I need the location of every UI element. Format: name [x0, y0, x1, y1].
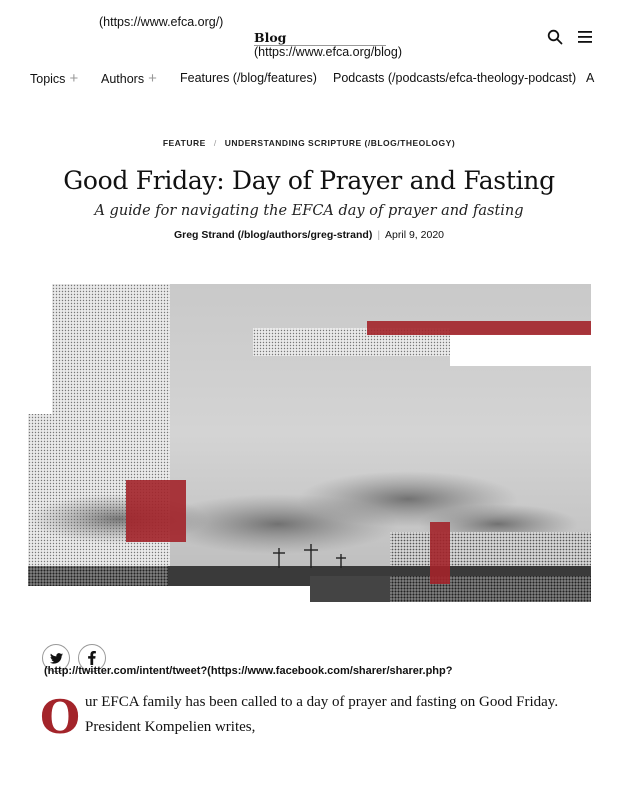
share-links-overlap-text: (http://twitter.com/intent/tweet?(https://www.facebook.com/sharer/sharer.php?: [44, 665, 453, 677]
blog-title-link[interactable]: Blog: [254, 30, 386, 46]
plus-icon: +: [69, 70, 79, 87]
nav-topics[interactable]: [30, 70, 78, 87]
plus-icon: +: [148, 70, 157, 87]
nav-podcasts[interactable]: Podcasts (/podcasts/efca-theology-podcast): [333, 71, 577, 85]
search-icon[interactable]: [547, 29, 563, 45]
nav-authors[interactable]: [101, 70, 157, 87]
intro-paragraph-line-2: President Kompelien writes,: [85, 719, 256, 735]
nav-features[interactable]: Features (/blog/features): [180, 71, 317, 85]
blog-url-link[interactable]: (https://www.efca.org/blog): [254, 45, 402, 59]
article-byline: [0, 229, 618, 241]
facebook-icon: [88, 651, 96, 665]
nav-topics-label: Topics: [30, 72, 66, 86]
twitter-icon: [50, 653, 63, 664]
byline-separator: |: [377, 229, 381, 241]
home-link[interactable]: (https://www.efca.org/): [99, 15, 224, 29]
category-label[interactable]: FEATURE: [162, 138, 206, 148]
nav-more-partial[interactable]: A: [586, 71, 595, 85]
nav-authors-label: Authors: [101, 72, 145, 86]
author-link[interactable]: Greg Strand (/blog/authors/greg-strand): [173, 229, 373, 241]
topic-link[interactable]: UNDERSTANDING SCRIPTURE (/BLOG/THEOLOGY): [224, 138, 456, 148]
hero-image: [28, 284, 591, 602]
publish-date: April 9, 2020: [385, 229, 445, 241]
drop-cap: O: [40, 690, 81, 744]
eyebrow-separator: /: [213, 138, 217, 148]
hamburger-menu-icon[interactable]: [577, 30, 593, 44]
intro-paragraph-line-1: ur EFCA family has been called to a day of prayer and fasting on Good Friday.: [85, 694, 559, 710]
article-subtitle: A guide for navigating the EFCA day of prayer and fasting: [94, 203, 524, 219]
article-title: Good Friday: Day of Prayer and Fasting: [63, 166, 555, 195]
article-eyebrow: [0, 138, 618, 148]
